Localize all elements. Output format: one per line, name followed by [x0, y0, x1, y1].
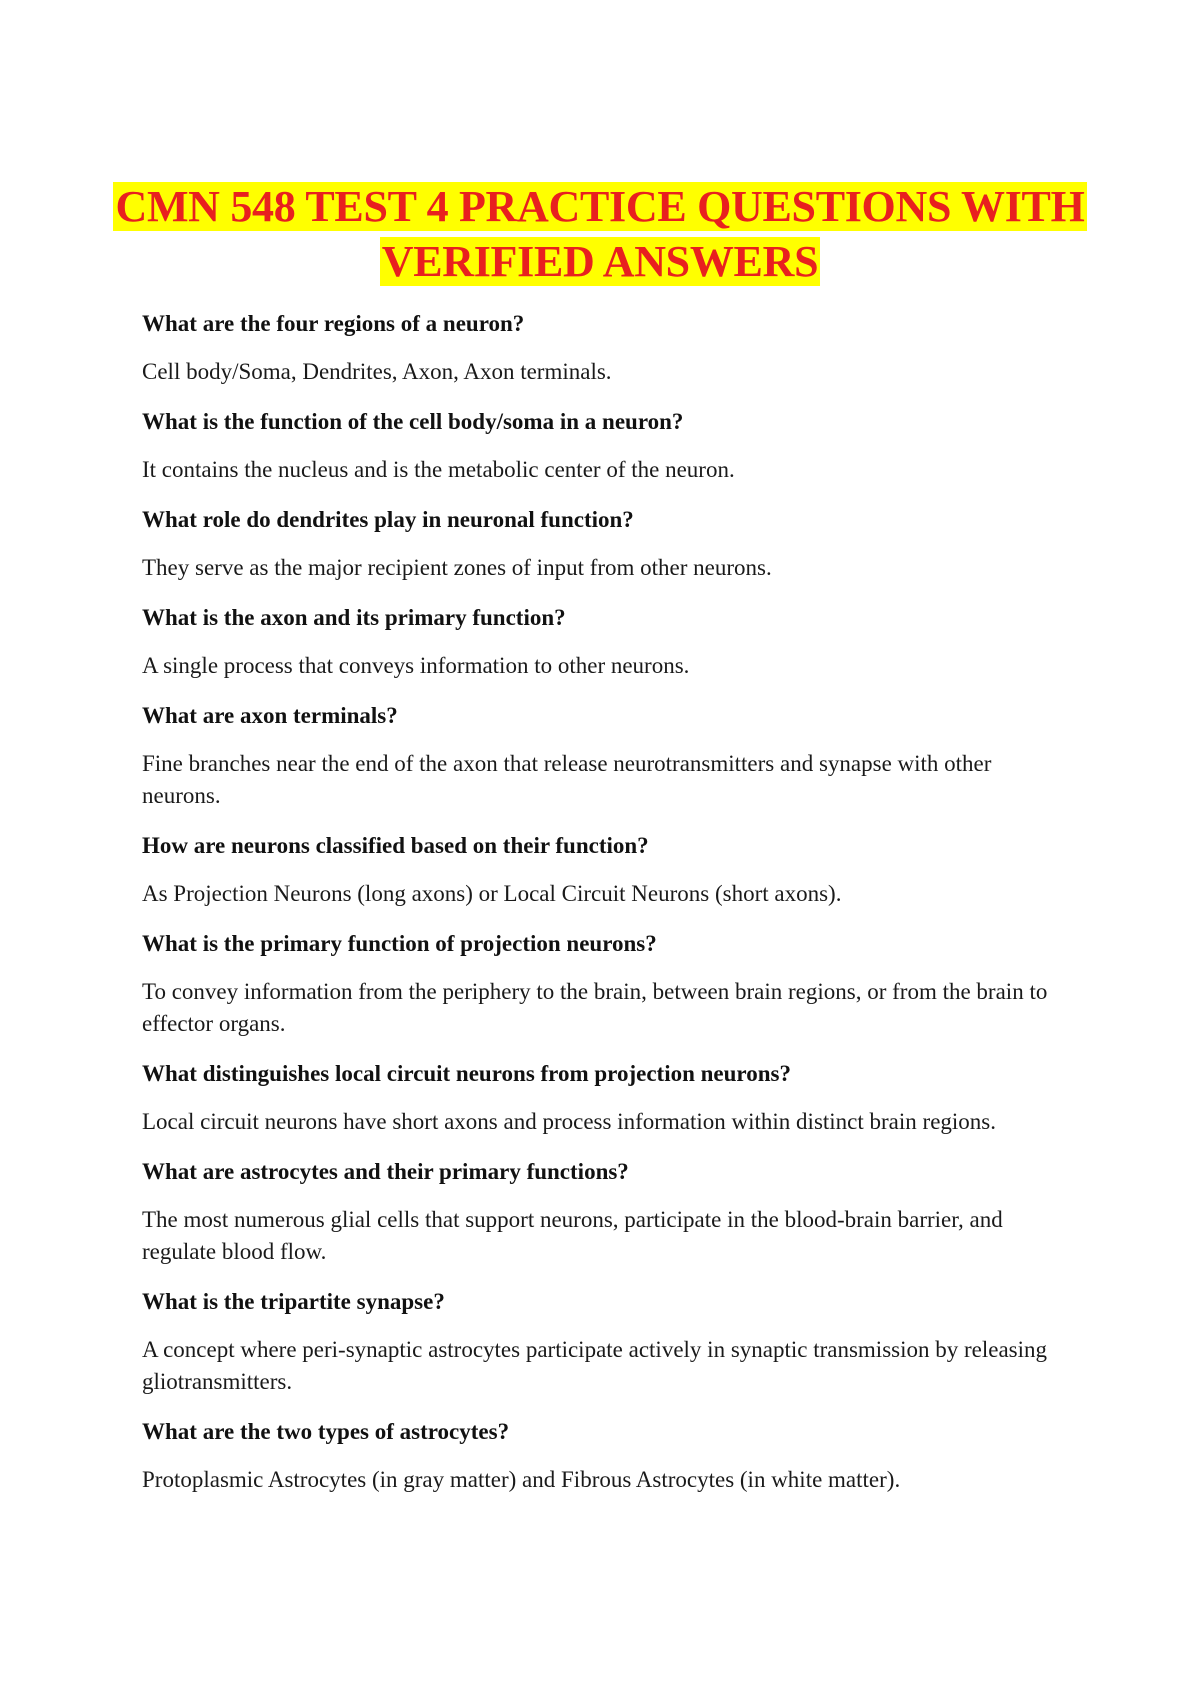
qa-item — [142, 503, 1062, 584]
answer: A single process that conveys information to other neurons. — [142, 653, 690, 678]
document-title-text: CMN 548 TEST 4 PRACTICE QUESTIONS WITH VERIFIED ANSWERS — [115, 182, 1085, 287]
qa-item — [142, 699, 1062, 812]
answer: It contains the nucleus and is the metabolic center of the neuron. — [142, 457, 735, 482]
answer: A concept where peri-synaptic astrocytes participate actively in synaptic transmission by releasing gliotransmitters. — [142, 1337, 1048, 1394]
question: What are astrocytes and their primary functions? — [142, 1159, 629, 1184]
answer: They serve as the major recipient zones of input from other neurons. — [142, 555, 772, 580]
qa-item — [142, 1155, 1062, 1268]
answer: Fine branches near the end of the axon that release neurotransmitters and synapse with other neurons. — [142, 751, 992, 808]
answer: Local circuit neurons have short axons and process information within distinct brain regions. — [142, 1109, 996, 1134]
qa-item — [142, 601, 1062, 682]
answer: As Projection Neurons (long axons) or Local Circuit Neurons (short axons). — [142, 881, 842, 906]
question: What role do dendrites play in neuronal function? — [142, 507, 634, 532]
qa-item — [142, 927, 1062, 1040]
document-title — [100, 179, 1100, 289]
qa-item — [142, 1057, 1062, 1138]
qa-item — [142, 829, 1062, 910]
qa-item — [142, 307, 1062, 388]
question: How are neurons classified based on their function? — [142, 833, 649, 858]
answer: To convey information from the periphery to the brain, between brain regions, or from the brain to effector organs. — [142, 979, 1048, 1036]
question: What are the four regions of a neuron? — [142, 311, 525, 336]
qa-item — [142, 405, 1062, 486]
question: What are axon terminals? — [142, 703, 398, 728]
question: What is the function of the cell body/soma in a neuron? — [142, 409, 684, 434]
answer: The most numerous glial cells that support neurons, participate in the blood-brain barrier, and regulate blood flow. — [142, 1207, 1003, 1264]
question: What is the axon and its primary function? — [142, 605, 566, 630]
question: What is the primary function of projection neurons? — [142, 931, 657, 956]
answer: Cell body/Soma, Dendrites, Axon, Axon terminals. — [142, 359, 612, 384]
question: What are the two types of astrocytes? — [142, 1419, 510, 1444]
qa-list — [142, 307, 1062, 1513]
question: What is the tripartite synapse? — [142, 1289, 445, 1314]
qa-item — [142, 1415, 1062, 1496]
question: What distinguishes local circuit neurons from projection neurons? — [142, 1061, 791, 1086]
qa-item — [142, 1285, 1062, 1398]
answer: Protoplasmic Astrocytes (in gray matter) and Fibrous Astrocytes (in white matter). — [142, 1467, 901, 1492]
